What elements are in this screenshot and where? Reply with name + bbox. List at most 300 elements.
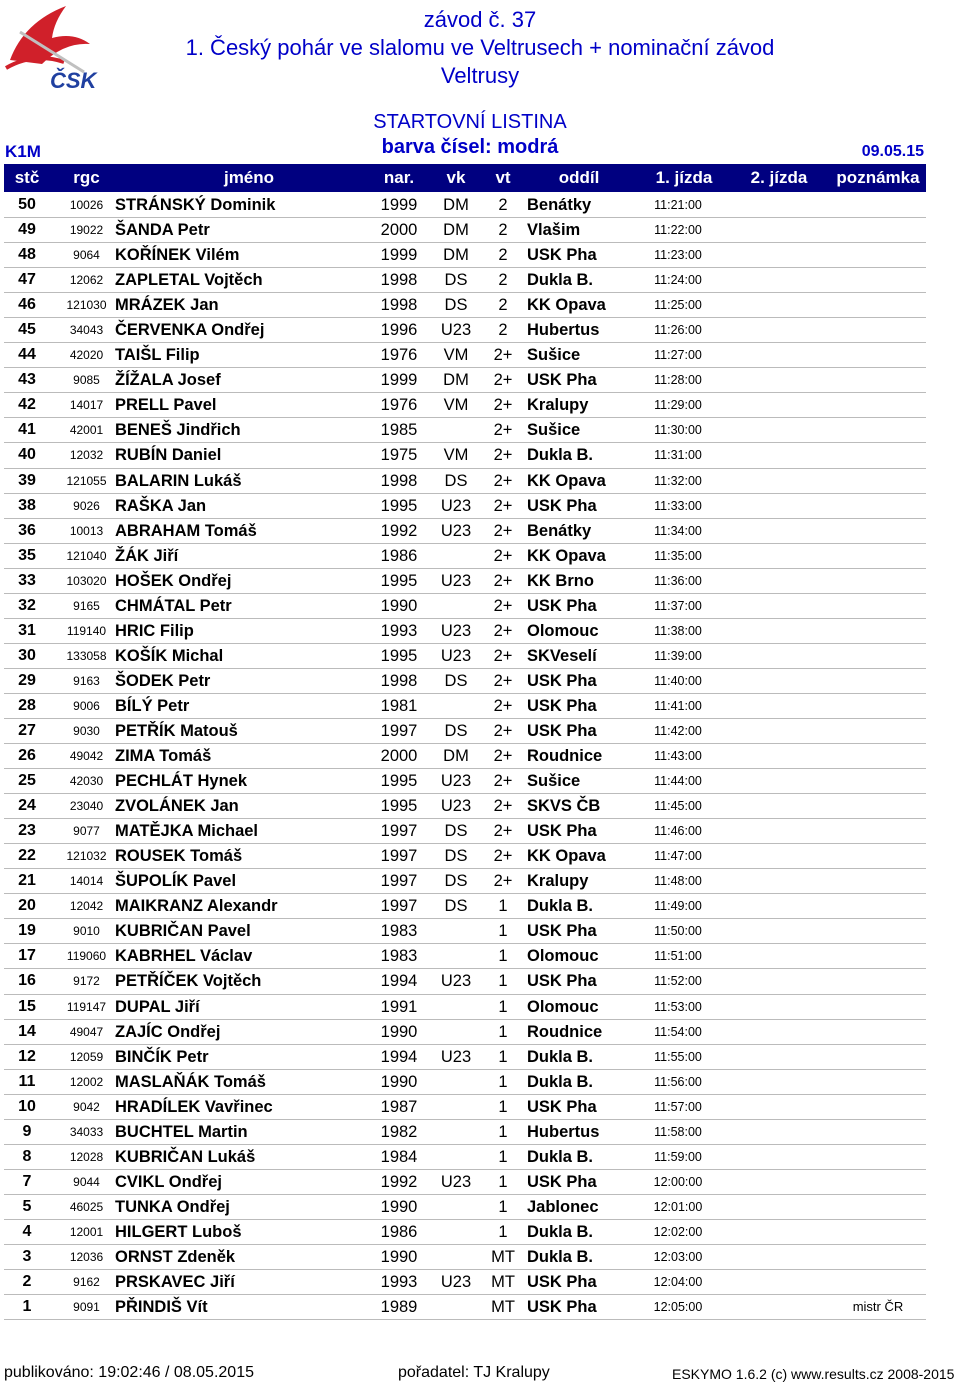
col-stc: stč: [14, 168, 40, 187]
col-club: oddíl: [558, 168, 600, 187]
competitor-name: HRIC Filip: [115, 621, 194, 640]
competitor-name: PECHLÁT Hynek: [115, 772, 248, 791]
club-name: USK Pha: [527, 1273, 597, 1292]
birth-year: 1994: [380, 1047, 418, 1066]
competitor-name: PRELL Pavel: [115, 396, 217, 415]
run1-start-time: 11:28:00: [654, 373, 702, 388]
run1-start-time: 11:44:00: [654, 774, 702, 789]
age-category: U23: [440, 646, 472, 665]
competitor-name: HOŠEK Ondřej: [115, 571, 232, 590]
col-run2: 2. jízda: [750, 168, 808, 187]
birth-year: 1997: [380, 721, 418, 740]
club-name: Sušice: [527, 346, 581, 365]
birth-year: 1993: [380, 1273, 418, 1292]
table-row: [4, 1245, 926, 1270]
registration-number: 9006: [73, 698, 100, 713]
table-row: [4, 944, 926, 969]
start-number: 22: [18, 847, 36, 865]
registration-number: 9091: [73, 1300, 100, 1315]
competitor-name: ZVOLÁNEK Jan: [115, 797, 239, 816]
start-number: 36: [18, 521, 36, 539]
performance-class: 2+: [493, 446, 513, 465]
competitor-name: PRSKAVEC Jiří: [115, 1273, 235, 1292]
col-nar: nar.: [383, 168, 415, 187]
club-name: Sušice: [527, 772, 581, 791]
table-row: [4, 494, 926, 519]
birth-year: 1997: [380, 847, 418, 866]
birth-year: 1995: [380, 797, 418, 816]
birth-year: 1990: [380, 1072, 418, 1091]
performance-class: 2+: [493, 747, 513, 766]
competitor-name: STRÁNSKÝ Dominik: [115, 196, 276, 214]
competitor-name: MRÁZEK Jan: [115, 296, 219, 315]
performance-class: 1: [498, 1222, 508, 1241]
age-category: U23: [440, 521, 472, 540]
age-category: DS: [444, 822, 468, 841]
competitor-name: KUBRIČAN Lukáš: [115, 1147, 256, 1166]
birth-year: 1997: [380, 897, 418, 916]
table-row: [4, 1195, 926, 1220]
table-row: [4, 1295, 926, 1320]
performance-class: 2+: [493, 847, 513, 866]
registration-number: 14014: [69, 874, 104, 889]
age-category: U23: [440, 571, 472, 590]
start-number: 27: [18, 721, 36, 739]
club-name: Olomouc: [527, 997, 599, 1016]
birth-year: 1992: [380, 521, 418, 540]
birth-year: 1985: [380, 421, 418, 440]
competitor-name: ŠANDA Petr: [115, 221, 210, 240]
performance-class: 2+: [493, 797, 513, 816]
registration-number: 121055: [66, 473, 107, 488]
performance-class: 2+: [493, 646, 513, 665]
age-category: VM: [443, 446, 469, 465]
title-line: 1. Český pohár ve slalomu ve Veltrusech + nominační závod: [185, 35, 775, 60]
race-title: [0, 6, 960, 90]
club-name: Hubertus: [527, 321, 600, 340]
start-number: 3: [22, 1247, 32, 1265]
start-number: 47: [18, 271, 36, 289]
table-row: [4, 243, 926, 268]
performance-class: 2+: [493, 671, 513, 690]
table-row: [4, 644, 926, 669]
run1-start-time: 11:26:00: [654, 323, 702, 338]
club-name: SKVS ČB: [527, 797, 601, 816]
competitor-name: ZAJÍC Ondřej: [115, 1022, 221, 1041]
run1-start-time: 12:03:00: [653, 1249, 703, 1264]
table-row: [4, 1095, 926, 1120]
registration-number: 121030: [66, 298, 107, 313]
competitor-name: BENEŠ Jindřich: [115, 421, 241, 440]
table-row: [4, 343, 926, 368]
registration-number: 12042: [69, 899, 104, 914]
age-category: U23: [440, 972, 472, 991]
table-row: [4, 744, 926, 769]
registration-number: 9026: [73, 498, 100, 513]
run1-start-time: 11:34:00: [654, 523, 702, 538]
birth-year: 1995: [380, 772, 418, 791]
birth-year: 1997: [380, 822, 418, 841]
run1-start-time: 11:38:00: [654, 623, 702, 638]
table-row: [4, 819, 926, 844]
birth-year: 1999: [380, 196, 418, 214]
table-row: [4, 844, 926, 869]
age-category: U23: [440, 1047, 472, 1066]
birth-year: 1983: [380, 922, 418, 941]
performance-class: 2+: [493, 822, 513, 841]
performance-class: 2+: [493, 772, 513, 791]
run1-start-time: 12:05:00: [653, 1300, 703, 1315]
table-row: [4, 669, 926, 694]
performance-class: 2: [498, 296, 508, 315]
start-number: 38: [18, 496, 36, 514]
run1-start-time: 12:00:00: [653, 1174, 703, 1189]
table-row: [4, 1220, 926, 1245]
registration-number: 9044: [73, 1174, 100, 1189]
run1-start-time: 11:46:00: [654, 824, 702, 839]
age-category: DS: [444, 271, 468, 290]
birth-year: 1992: [380, 1172, 418, 1191]
table-row: [4, 318, 926, 343]
performance-class: 1: [498, 1097, 508, 1116]
age-category: DS: [444, 897, 468, 916]
start-number: 8: [22, 1147, 32, 1165]
club-name: Olomouc: [527, 621, 599, 640]
birth-year: 1991: [380, 997, 418, 1016]
competitor-name: DUPAL Jiří: [115, 997, 200, 1016]
run1-start-time: 11:40:00: [654, 673, 702, 688]
birth-year: 1994: [380, 972, 418, 991]
table-row: [4, 1120, 926, 1145]
registration-number: 9163: [73, 673, 100, 688]
club-name: Sušice: [527, 421, 581, 440]
run1-start-time: 11:30:00: [654, 423, 702, 438]
age-category: DM: [443, 246, 469, 265]
registration-number: 12001: [69, 1224, 104, 1239]
birth-year: 1986: [380, 546, 418, 565]
age-category: DM: [443, 221, 469, 240]
col-rgc: rgc: [73, 168, 100, 187]
competitor-name: ŠODEK Petr: [115, 671, 211, 690]
competitor-name: BÍLÝ Petr: [115, 696, 190, 715]
birth-year: 1975: [380, 446, 418, 465]
age-category: VM: [443, 396, 469, 415]
age-category: DM: [443, 196, 469, 214]
club-name: Dukla B.: [527, 446, 594, 465]
table-row: [4, 719, 926, 744]
club-name: USK Pha: [527, 1097, 597, 1116]
run1-start-time: 11:57:00: [654, 1099, 702, 1114]
table-row: [4, 469, 926, 494]
start-number: 5: [22, 1197, 32, 1215]
run1-start-time: 11:24:00: [654, 273, 702, 288]
col-vk: vk: [446, 168, 466, 187]
table-row: [4, 969, 926, 994]
competitor-name: KABRHEL Václav: [115, 947, 253, 966]
performance-class: 1: [498, 1147, 508, 1166]
table-row: [4, 218, 926, 243]
registration-number: 9172: [73, 974, 100, 989]
table-row: [4, 569, 926, 594]
start-number: 48: [18, 246, 36, 264]
performance-class: 1: [498, 997, 508, 1016]
registration-number: 9077: [73, 824, 100, 839]
start-number: 44: [18, 346, 36, 364]
logo-text: ČSK: [50, 68, 97, 93]
run1-start-time: 11:23:00: [654, 248, 702, 263]
registration-number: 12036: [69, 1249, 104, 1264]
table-row: [4, 995, 926, 1020]
col-name: jméno: [223, 168, 275, 187]
competitor-name: PŘINDIŠ Vít: [115, 1298, 208, 1317]
age-category: DS: [444, 847, 468, 866]
club-name: SKVeselí: [527, 646, 597, 665]
competitor-name: KUBRIČAN Pavel: [115, 922, 251, 941]
performance-class: 2+: [493, 496, 513, 515]
performance-class: 2+: [493, 546, 513, 565]
run1-start-time: 11:48:00: [654, 874, 702, 889]
col-vt: vt: [495, 168, 511, 187]
club-name: Dukla B.: [527, 1072, 594, 1091]
competitor-name: TUNKA Ondřej: [115, 1197, 230, 1216]
registration-number: 42020: [69, 348, 104, 363]
club-name: Dukla B.: [527, 1247, 594, 1266]
club-name: KK Opava: [527, 847, 606, 866]
registration-number: 34033: [69, 1124, 104, 1139]
registration-number: 103020: [66, 573, 107, 588]
registration-number: 46025: [69, 1199, 104, 1214]
start-number: 35: [18, 546, 36, 564]
club-name: USK Pha: [527, 822, 597, 841]
col-run1: 1. jízda: [655, 168, 713, 187]
registration-number: 9165: [73, 598, 100, 613]
table-header: [4, 164, 926, 192]
competitor-name: ŠUPOLÍK Pavel: [115, 872, 237, 891]
club-name: USK Pha: [527, 596, 597, 615]
start-number: 9: [22, 1122, 32, 1140]
registration-number: 133058: [66, 648, 107, 663]
note: mistr ČR: [852, 1299, 904, 1315]
performance-class: 1: [498, 1197, 508, 1216]
club-name: Dukla B.: [527, 897, 594, 916]
club-name: USK Pha: [527, 496, 597, 515]
table-row: [4, 694, 926, 719]
run1-start-time: 11:56:00: [654, 1074, 702, 1089]
club-name: Olomouc: [527, 947, 599, 966]
start-number: 4: [22, 1222, 32, 1240]
table-row: [4, 393, 926, 418]
registration-number: 9085: [73, 373, 100, 388]
registration-number: 19022: [69, 223, 104, 238]
start-number: 46: [18, 296, 36, 314]
run1-start-time: 11:33:00: [654, 498, 702, 513]
start-number: 41: [18, 421, 36, 439]
registration-number: 9064: [73, 248, 100, 263]
performance-class: 1: [498, 897, 508, 916]
registration-number: 10013: [69, 523, 104, 538]
birth-year: 1998: [380, 671, 418, 690]
start-number: 12: [18, 1047, 36, 1065]
performance-class: 2: [498, 196, 508, 214]
competitor-name: ŽÍŽALA Josef: [115, 371, 221, 390]
club-name: USK Pha: [527, 922, 597, 941]
run1-start-time: 12:04:00: [653, 1275, 703, 1290]
performance-class: 1: [498, 1022, 508, 1041]
competitor-name: HRADÍLEK Vavřinec: [115, 1097, 273, 1116]
registration-number: 12028: [69, 1149, 104, 1164]
club-name: USK Pha: [527, 721, 597, 740]
age-category: U23: [440, 772, 472, 791]
birth-year: 1982: [380, 1122, 418, 1141]
table-row: [4, 519, 926, 544]
competitor-name: ZAPLETAL Vojtěch: [115, 271, 263, 290]
performance-class: 2+: [493, 696, 513, 715]
start-number: 30: [18, 646, 36, 664]
table-row: [4, 1145, 926, 1170]
performance-class: 2+: [493, 521, 513, 540]
club-name: Jablonec: [527, 1197, 599, 1216]
start-number: 14: [18, 1022, 36, 1040]
birth-year: 1999: [380, 371, 418, 390]
title-line: Veltrusy: [440, 63, 520, 88]
age-category: U23: [440, 1273, 472, 1292]
birth-year: 2000: [380, 747, 418, 766]
registration-number: 49047: [69, 1024, 104, 1039]
performance-class: 2+: [493, 596, 513, 615]
age-category: U23: [440, 496, 472, 515]
performance-class: MT: [491, 1298, 515, 1317]
registration-number: 12059: [69, 1049, 104, 1064]
performance-class: 1: [498, 972, 508, 991]
club-name: Kralupy: [527, 396, 589, 415]
competitor-name: KOŘÍNEK Vilém: [115, 246, 240, 265]
table-row: [4, 919, 926, 944]
start-number: 11: [18, 1072, 36, 1090]
run1-start-time: 11:29:00: [654, 398, 702, 413]
club-name: KK Opava: [527, 471, 606, 490]
birth-year: 1976: [380, 346, 418, 365]
run1-start-time: 11:51:00: [654, 949, 702, 964]
registration-number: 119140: [66, 623, 107, 638]
registration-number: 14017: [69, 398, 104, 413]
competitor-name: ROUSEK Tomáš: [115, 847, 243, 866]
age-category: U23: [440, 797, 472, 816]
start-number: 16: [18, 972, 36, 990]
start-number: 42: [18, 396, 36, 414]
list-title: STARTOVNÍ LISTINA: [373, 111, 567, 133]
birth-year: 1990: [380, 1247, 418, 1266]
registration-number: 119060: [66, 949, 107, 964]
run1-start-time: 11:25:00: [654, 298, 702, 313]
registration-number: 42030: [69, 774, 104, 789]
performance-class: 1: [498, 1122, 508, 1141]
run1-start-time: 11:37:00: [654, 598, 702, 613]
table-row: [4, 293, 926, 318]
performance-class: 2: [498, 271, 508, 290]
performance-class: 2+: [493, 872, 513, 891]
run1-start-time: 11:22:00: [654, 223, 702, 238]
performance-class: 2+: [493, 421, 513, 440]
performance-class: MT: [491, 1273, 515, 1292]
competitor-name: HILGERT Luboš: [115, 1222, 242, 1241]
performance-class: MT: [491, 1247, 515, 1266]
registration-number: 12062: [69, 273, 104, 288]
start-number: 20: [18, 897, 36, 915]
age-category: DS: [444, 671, 468, 690]
competitor-name: BINČÍK Petr: [115, 1047, 209, 1066]
run1-start-time: 11:59:00: [654, 1149, 702, 1164]
software-info: ESKYMO 1.6.2 (c) www.results.cz 2008-2015: [672, 1366, 955, 1382]
start-number: 17: [18, 947, 36, 965]
table-row: [4, 268, 926, 293]
birth-year: 1999: [380, 246, 418, 265]
run1-start-time: 11:45:00: [654, 799, 702, 814]
competitor-name: PETŘÍČEK Vojtěch: [115, 972, 262, 991]
start-number: 15: [18, 997, 36, 1015]
table-row: [4, 619, 926, 644]
club-name: USK Pha: [527, 696, 597, 715]
published-info: publikováno: 19:02:46 / 08.05.2015: [4, 1364, 254, 1381]
club-name: Benátky: [527, 521, 592, 540]
birth-year: 1998: [380, 471, 418, 490]
table-row: [4, 769, 926, 794]
club-name: Dukla B.: [527, 1047, 594, 1066]
run1-start-time: 11:55:00: [654, 1049, 702, 1064]
registration-number: 9042: [73, 1099, 100, 1114]
birth-year: 1995: [380, 646, 418, 665]
performance-class: 2+: [493, 721, 513, 740]
age-category: DS: [444, 296, 468, 315]
club-name: Kralupy: [527, 872, 589, 891]
registration-number: 23040: [69, 799, 104, 814]
registration-number: 10026: [69, 198, 104, 212]
performance-class: 1: [498, 922, 508, 941]
club-name: USK Pha: [527, 972, 597, 991]
age-category: DM: [443, 747, 469, 766]
birth-year: 1995: [380, 496, 418, 515]
run1-start-time: 12:02:00: [653, 1224, 703, 1239]
registration-number: 9030: [73, 723, 100, 738]
performance-class: 2: [498, 221, 508, 240]
birth-year: 1998: [380, 271, 418, 290]
start-number: 39: [18, 471, 36, 489]
birth-year: 1983: [380, 947, 418, 966]
col-note: poznámka: [836, 168, 920, 187]
race-date: 09.05.15: [861, 143, 924, 160]
age-category: VM: [443, 346, 469, 365]
birth-year: 1976: [380, 396, 418, 415]
competitor-name: BUCHTEL Martin: [115, 1122, 248, 1141]
start-number: 24: [18, 797, 36, 815]
age-category: DS: [444, 872, 468, 891]
run1-start-time: 11:50:00: [654, 924, 702, 939]
club-name: USK Pha: [527, 671, 597, 690]
competitor-name: ČERVENKA Ondřej: [115, 321, 265, 340]
run1-start-time: 11:58:00: [654, 1124, 702, 1139]
organizer-info: pořadatel: TJ Kralupy: [398, 1364, 550, 1381]
start-number: 21: [18, 872, 36, 890]
age-category: DS: [444, 721, 468, 740]
birth-year: 1996: [380, 321, 418, 340]
performance-class: 1: [498, 947, 508, 966]
table-row: [4, 368, 926, 393]
competitor-name: MAIKRANZ Alexandr: [115, 897, 278, 916]
competitor-name: RAŠKA Jan: [115, 496, 207, 515]
run1-start-time: 11:42:00: [654, 723, 702, 738]
start-number: 50: [18, 196, 36, 213]
competitor-name: PETŘÍK Matouš: [115, 721, 238, 740]
club-name: Roudnice: [527, 747, 603, 766]
